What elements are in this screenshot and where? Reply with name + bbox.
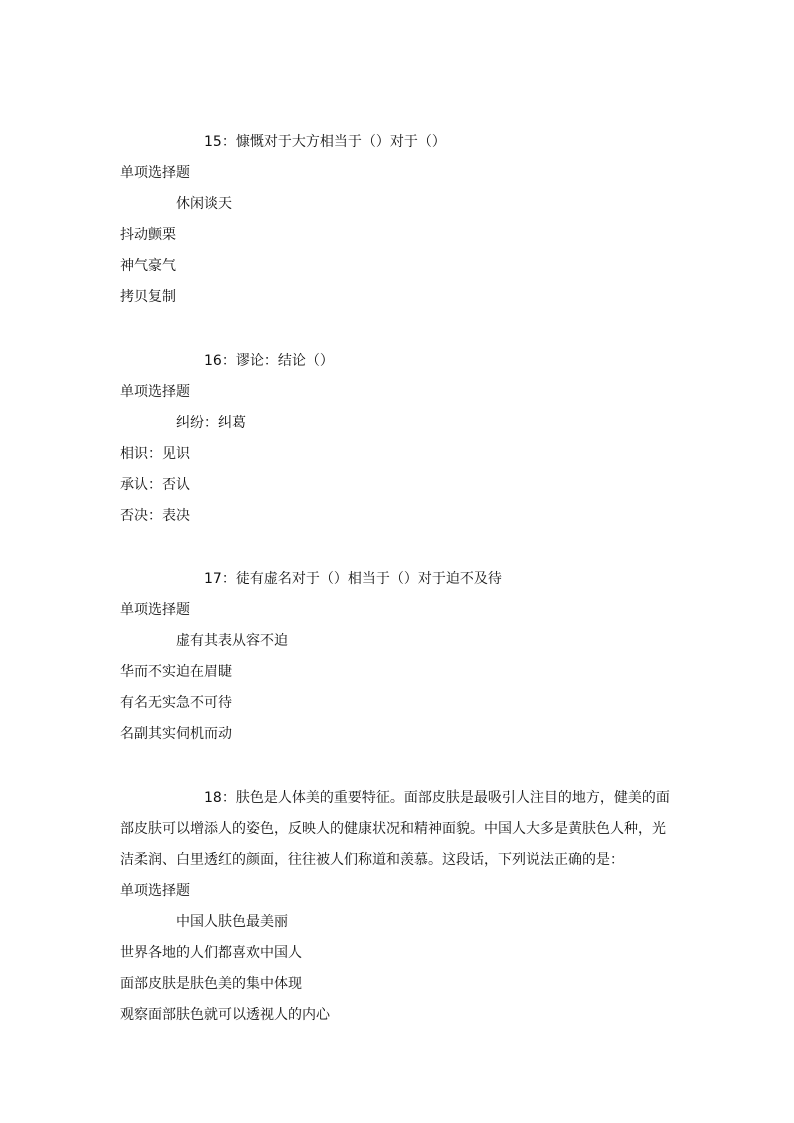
option-c[interactable]: 神气豪气 [120,258,176,274]
option-b[interactable]: 相识：见识 [120,446,190,462]
option-c[interactable]: 面部皮肤是肤色美的集中体现 [120,976,302,992]
question-stem: 16：谬论：结论（） [204,353,334,369]
option-b[interactable]: 华而不实迫在眉睫 [120,664,232,680]
question-15 [120,127,680,313]
option-b[interactable]: 抖动颤栗 [120,227,176,243]
question-stem-line-3: 洁柔润、白里透红的颜面，往往被人们称道和羡慕。这段话，下列说法正确的是： [120,852,624,868]
option-d[interactable]: 拷贝复制 [120,289,176,305]
option-d[interactable]: 观察面部肤色就可以透视人的内心 [120,1007,330,1023]
question-stem: 17：徒有虚名对于（）相当于（）对于迫不及待 [204,571,502,587]
option-d[interactable]: 名副其实伺机而动 [120,726,232,742]
option-c[interactable]: 有名无实急不可待 [120,695,232,711]
question-type: 单项选择题 [120,165,190,181]
option-d[interactable]: 否决：表决 [120,508,190,524]
option-a[interactable]: 纠纷：纠葛 [176,415,246,431]
option-a[interactable]: 休闲谈天 [176,196,232,212]
question-18 [120,783,680,1031]
question-type: 单项选择题 [120,602,190,618]
option-b[interactable]: 世界各地的人们都喜欢中国人 [120,945,302,961]
question-stem-line-2: 部皮肤可以增添人的姿色，反映人的健康状况和精神面貌。中国人大多是黄肤色人种，光 [120,821,666,837]
option-c[interactable]: 承认：否认 [120,477,190,493]
option-a[interactable]: 虚有其表从容不迫 [176,633,288,649]
question-stem-line-1: 18：肤色是人体美的重要特征。面部皮肤是最吸引人注目的地方，健美的面 [204,790,670,806]
question-type: 单项选择题 [120,883,190,899]
question-type: 单项选择题 [120,384,190,400]
option-a[interactable]: 中国人肤色最美丽 [176,914,288,930]
question-stem: 15：慷慨对于大方相当于（）对于（） [204,134,446,150]
question-16 [120,346,680,532]
question-17 [120,564,680,750]
